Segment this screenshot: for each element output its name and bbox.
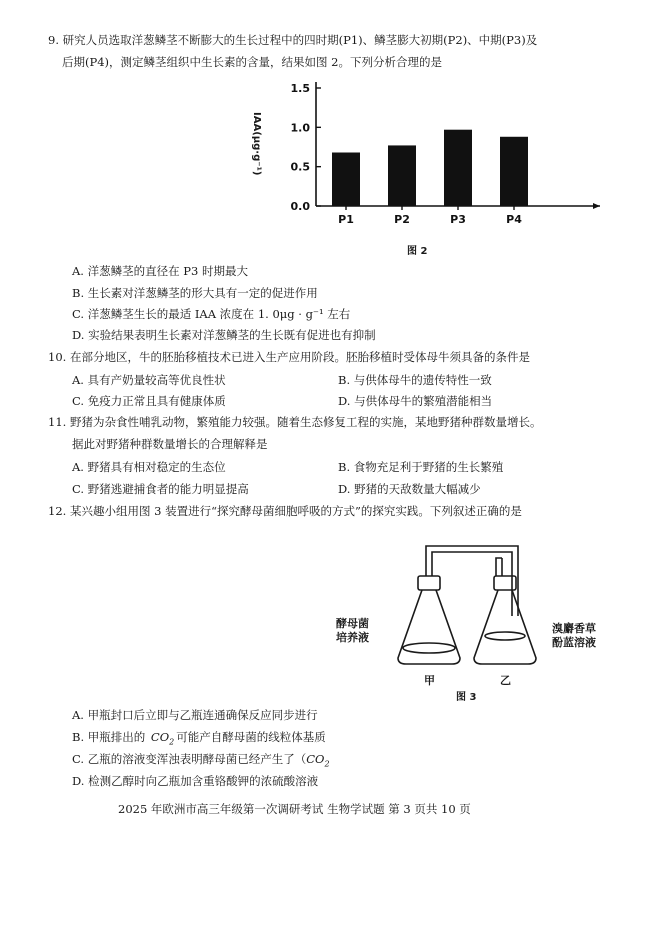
yeast-respiration-apparatus [390,536,550,676]
q10-option-d: D. 与供体母牛的繁殖潜能相当 [338,394,493,408]
q12-option-a: A. 甲瓶封口后立即与乙瓶连通确保反应同步进行 [72,708,318,722]
x-tick-label-p2: P2 [394,213,410,226]
figure-2-caption: 图 2 [407,246,428,257]
q9-option-d: D. 实验结果表明生长素对洋葱鳞茎的生长既有促进也有抑制 [72,328,376,342]
q12-option-b: B. 甲瓶排出的 $CO_2$ 可能产自酵母菌的线粒体基质 [72,730,326,747]
x-axis-arrow [593,203,600,209]
x-tick-label-p1: P1 [338,213,354,226]
q10-option-c: C. 免疫力正常且具有健康体质 [72,394,226,408]
q12-option-d: D. 检测乙醇时向乙瓶加含重铬酸钾的浓硫酸溶液 [72,774,319,788]
bar-p1 [332,153,360,206]
q9-stem-line2: 后期(P4)，测定鳞茎组织中生长素的含量，结果如图 2。下列分析合理的是 [62,55,442,69]
q12-option-c: C. 乙瓶的溶液变浑浊表明酵母菌已经产生了（$CO_2$ [72,752,330,769]
bar-p3 [444,130,472,206]
q11-stem-line2: 据此对野猪种群数量增长的合理解释是 [72,437,268,451]
bar-p2 [388,145,416,206]
q10-option-b: B. 与供体母牛的遗传特性一致 [338,373,492,387]
y-tick-label: 0.5 [290,160,310,174]
page-footer: 2025 年欧洲市高三年级第一次调研考试 生物学试题 第 3 页共 10 页 [118,802,471,816]
label-bromothymol-blue: 溴麝香草 酚蓝溶液 [552,622,596,649]
bar-p4 [500,137,528,206]
q9-option-c: C. 洋葱鳞茎生长的最适 IAA 浓度在 1. 0μg · g⁻¹ 左右 [72,307,351,321]
y-tick-label: 1.0 [290,121,310,135]
q11-option-b: B. 食物充足利于野猪的生长繁殖 [338,460,504,474]
q9-stem-line1: 9. 研究人员选取洋葱鳞茎不断膨大的生长过程中的四时期(P1)、鳞茎膨大初期(P2)、中期(P3)及 [48,33,538,47]
y-tick-label: 1.5 [290,82,310,95]
q9-option-b: B. 生长素对洋葱鳞茎的形大具有一定的促进作用 [72,286,318,300]
chart-y-axis-label: IAA(μg·g⁻¹) [251,112,262,176]
q11-option-d: D. 野猪的天敌数量大幅减少 [338,482,481,496]
q11-stem-line1: 11. 野猪为杂食性哺乳动物，繁殖能力较强。随着生态修复工程的实施，某地野猪种群数量增长。 [48,415,542,429]
q10-option-a: A. 具有产奶量较高等优良性状 [72,373,226,387]
q10-stem: 10. 在部分地区，牛的胚胎移植技术已进入生产应用阶段。胚胎移植时受体母牛须具备的条件是 [48,350,530,364]
label-flask-a: 甲 [424,674,435,687]
figure-3-caption: 图 3 [456,692,477,703]
q9-option-a: A. 洋葱鳞茎的直径在 P3 时期最大 [72,264,248,278]
x-tick-label-p4: P4 [506,213,522,226]
label-yeast-culture: 酵母菌 培养液 [336,617,369,644]
y-tick-label: 0.0 [290,200,310,213]
label-flask-b: 乙 [500,674,511,687]
x-tick-label-p3: P3 [450,213,466,226]
q12-stem: 12. 某兴趣小组用图 3 装置进行“探究酵母菌细胞呼吸的方式”的探究实践。下列叙述正确的是 [48,504,522,518]
iaa-bar-chart [270,78,610,238]
q11-option-c: C. 野猪逃避捕食者的能力明显提高 [72,482,249,496]
flask-b [474,590,536,664]
q11-option-a: A. 野猪具有相对稳定的生态位 [72,460,226,474]
flask-a-stopper [418,576,440,590]
